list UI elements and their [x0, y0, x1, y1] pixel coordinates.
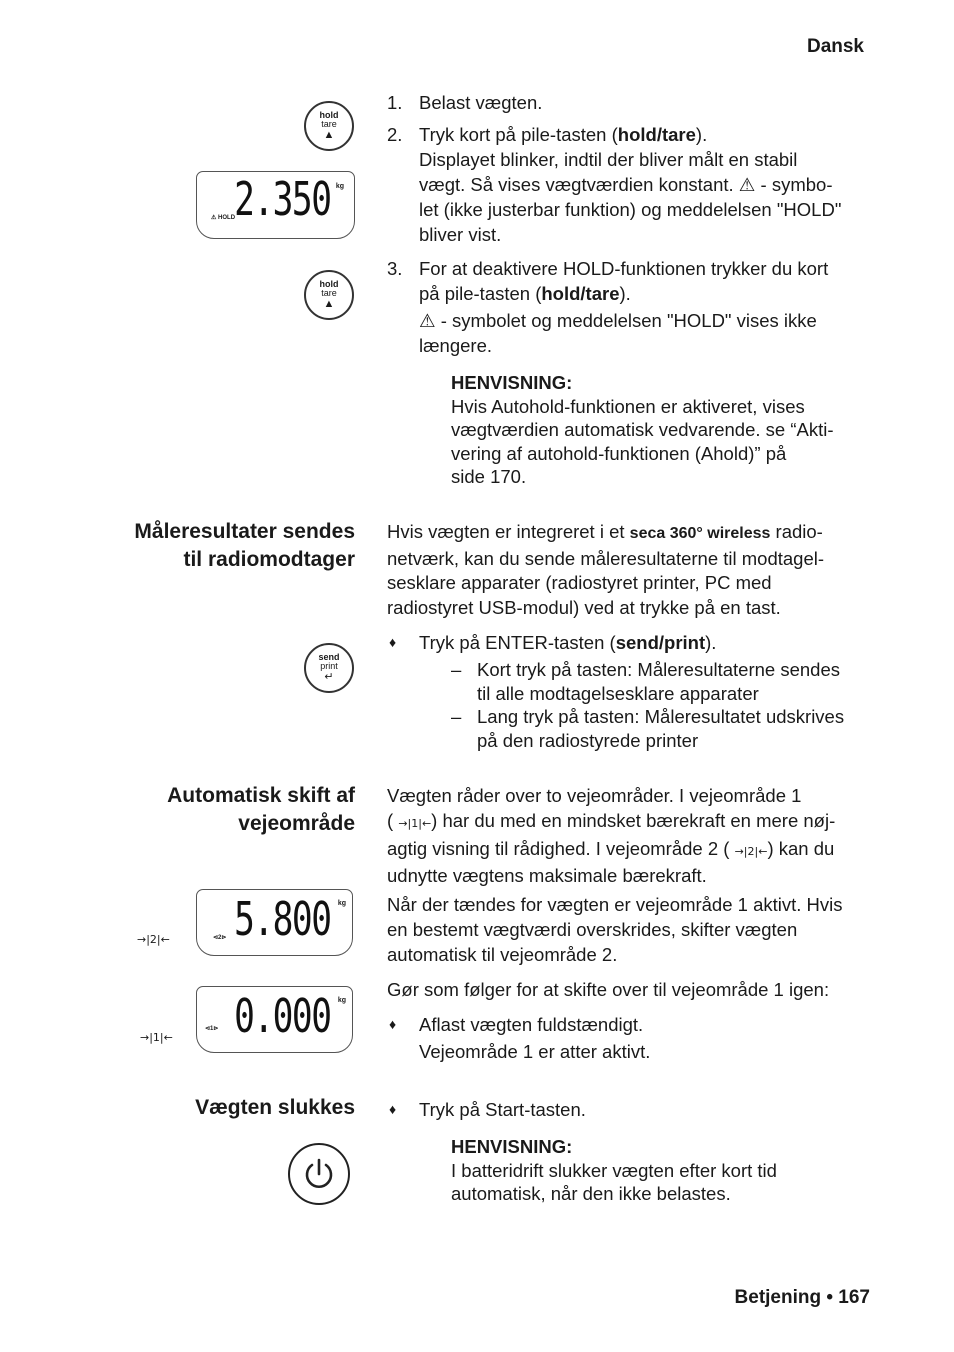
sub-item [451, 658, 881, 705]
bullet-text: Tryk på Start-tasten. [419, 1099, 586, 1120]
para-text: radio- [770, 521, 823, 542]
step-desc-2: vægt. Så vises vægtværdien konstant. [419, 174, 734, 195]
page-footer: Betjening • 167 [734, 1287, 870, 1308]
range-status: ⊲2⊳ [213, 935, 227, 941]
sub-item-line: Kort tryk på tasten: Måleresultaterne sendes [477, 659, 840, 680]
step-text: Tryk kort på pile-tasten ( [419, 124, 618, 145]
off-bullet [387, 1097, 877, 1122]
range-paragraph-2 [387, 893, 877, 967]
para-text: ) kan du [767, 837, 835, 859]
para-line: en bestemt vægtværdi overskrides, skifter vægten [387, 918, 798, 940]
section-title-radio [55, 518, 355, 574]
scale-display-range-1 [196, 986, 353, 1053]
hold-label: hold [319, 279, 339, 289]
para-line: Vægten råder over to vejeområder. I vejeområde 1 [387, 785, 802, 806]
bullet-text: Tryk på ENTER-tasten ( [419, 632, 616, 653]
display-value: 0.000 [233, 989, 330, 1043]
step-line-3: - symbolet og meddelelsen "HOLD" vises ikke [440, 310, 817, 331]
print-label: print [320, 661, 338, 671]
note-line: vægtværdien automatisk vedvarende. se “Akti- [451, 419, 834, 440]
display-unit: kg [337, 997, 346, 1004]
para-line: automatisk til vejeområde 2. [387, 943, 618, 965]
section-title-off: Vægten slukkes [195, 1096, 355, 1119]
warning-icon: ⚠ [419, 310, 436, 331]
para-line: Når der tændes for vægten er vejeområde 1 aktivt. Hvis [387, 894, 843, 915]
step-number: 1. [387, 92, 403, 113]
radio-paragraph [387, 520, 877, 620]
para-line: udnytte vægtens maksimale bærekraft. [387, 865, 707, 887]
note-heading: HENVISNING: [451, 1136, 573, 1157]
bullet-icon: ♦ [389, 1101, 397, 1117]
warning-icon: ⚠ [738, 174, 756, 195]
note-heading: HENVISNING: [451, 372, 573, 393]
step-desc-3: let (ikke justerbar funktion) og meddelelsen "HOLD" [419, 199, 842, 220]
section-title-line: til radiomodtager [183, 548, 355, 571]
step-1 [387, 90, 877, 115]
bullet-text-end: ). [705, 632, 717, 653]
dash-icon: – [451, 706, 462, 727]
key-name: hold/tare [617, 124, 696, 145]
para-text: agtig visning til rådighed. I vejeområde 2 ( [387, 837, 730, 859]
note-line: I batteridrift slukker vægten efter kort tid [451, 1159, 777, 1181]
sub-list [451, 658, 881, 752]
step-number: 2. [387, 124, 403, 145]
para-line: sesklare apparater (radiostyret printer, PC med [387, 572, 772, 593]
step-text: Belast vægten. [419, 92, 543, 113]
range-bullet [387, 1011, 877, 1065]
bullet-icon: ♦ [389, 634, 397, 650]
step-text-end: ). [695, 124, 708, 145]
step-2 [387, 122, 877, 247]
step-line-2: på pile-tasten ( [419, 283, 542, 304]
note-line: vering af autohold-funktionen (Ahold)” på [451, 442, 787, 464]
bullet-text: Aflast vægten fuldstændigt. [419, 1014, 644, 1035]
note-box [451, 371, 881, 489]
note-line: side 170. [451, 466, 527, 487]
note-line: automatisk, når den ikke belastes. [451, 1183, 731, 1204]
tare-label: tare [321, 119, 337, 129]
off-note [451, 1135, 881, 1206]
bullet-text: Vejeområde 1 er atter aktivt. [419, 1041, 651, 1062]
step-line-1: For at deaktivere HOLD-funktionen trykker du kort [419, 258, 829, 279]
sub-item-line: Lang tryk på tasten: Måleresultatet udskrives [477, 706, 845, 727]
hold-label: hold [319, 110, 339, 120]
step-3 [387, 256, 877, 358]
range-paragraph-1 [387, 784, 877, 889]
arrow-up-icon: ▲ [323, 129, 335, 141]
sub-item-line: på den radiostyrede printer [477, 729, 699, 751]
para-text: ( [387, 809, 394, 831]
enter-arrow-icon: ↵ [324, 671, 334, 683]
arrow-up-icon: ▲ [323, 298, 335, 310]
range-1-icon: →|1|← [398, 816, 432, 830]
step-desc-2b: - symbo- [760, 174, 833, 195]
hold-tare-button-2 [304, 270, 354, 320]
tare-label: tare [321, 288, 337, 298]
scale-display-range-2 [196, 889, 353, 956]
display-value: 2.350 [233, 172, 330, 226]
para-text: Hvis vægten er integreret i et [387, 521, 630, 542]
bullet-icon: ♦ [389, 1016, 397, 1032]
range-status: ⊲1⊳ [205, 1026, 219, 1032]
display-unit: kg [337, 900, 346, 907]
range-2-indicator: →|2|← [137, 933, 170, 946]
sub-item [451, 705, 881, 752]
step-desc-4: bliver vist. [419, 224, 502, 245]
power-icon [290, 1145, 348, 1203]
scale-display-hold [196, 171, 355, 239]
range-2-icon: →|2|← [734, 844, 768, 858]
range-1-indicator: →|1|← [140, 1031, 173, 1044]
power-button [288, 1143, 350, 1205]
step-line-2-end: ). [619, 283, 631, 304]
para-text: ) har du med en mindsket bærekraft en mere nøj- [431, 809, 836, 831]
send-print-button [304, 643, 354, 693]
dash-icon: – [451, 659, 462, 680]
step-number: 3. [387, 258, 403, 279]
para-line: radiostyret USB-modul) ved at trykke på en tast. [387, 596, 781, 618]
send-label: send [318, 652, 340, 662]
section-title-range [55, 782, 355, 838]
section-title-line: vejeområde [238, 812, 355, 835]
product-name: seca 360° wireless [629, 525, 771, 542]
range-paragraph-3: Gør som følger for at skifte over til vejeområde 1 igen: [387, 979, 830, 1000]
key-name: send/print [615, 632, 706, 653]
radio-bullet [387, 630, 877, 655]
note-line: Hvis Autohold-funktionen er aktiveret, vises [451, 395, 805, 417]
section-title-line: Automatisk skift af [167, 784, 355, 807]
hold-tare-button [304, 101, 354, 151]
para-line: netværk, kan du sende måleresultaterne til modtagel- [387, 547, 825, 569]
step-line-4: længere. [419, 335, 493, 356]
display-value: 5.800 [233, 892, 330, 946]
display-unit: kg [335, 183, 344, 190]
hold-indicator: ⚠ HOLD [211, 215, 236, 221]
key-name: hold/tare [541, 283, 620, 304]
sub-item-line: til alle modtagelsesklare apparater [477, 682, 759, 704]
language-label: Dansk [806, 36, 864, 57]
section-title-line: Måleresultater sendes [134, 520, 355, 543]
step-desc-1: Displayet blinker, indtil der bliver målt en stabil [419, 149, 798, 170]
